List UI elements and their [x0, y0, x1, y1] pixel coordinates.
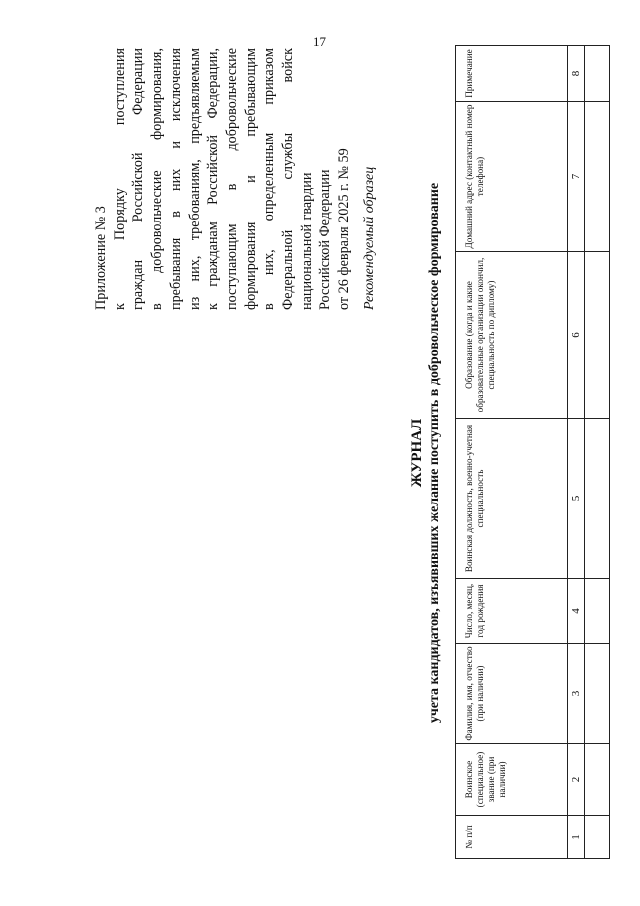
journal-table — [455, 45, 610, 859]
table-number-row — [568, 46, 585, 859]
number-cell: 6 — [568, 252, 585, 419]
appendix-line: поступающим в добровольческие — [223, 48, 240, 310]
title-subtitle: учета кандидатов, изъявивших желание поступить в добровольческое формирование — [427, 182, 442, 724]
appendix-line: Федеральной службы войск — [280, 48, 297, 310]
appendix-line: от 26 февраля 2025 г. № 59 — [336, 148, 353, 310]
appendix-line: формирования и пребывающим — [242, 48, 259, 310]
appendix-line: пребывания в них и исключения — [167, 48, 184, 310]
page-number: 17 — [313, 34, 326, 49]
empty-cell — [585, 816, 610, 859]
appendix-line: Российской Федерации — [317, 169, 334, 310]
header-cell: Воинская должность, военно-учетная специальность — [456, 419, 568, 579]
empty-cell — [585, 252, 610, 419]
title-journal: ЖУРНАЛ — [409, 418, 425, 488]
number-cell: 2 — [568, 744, 585, 816]
appendix-line: Приложение № 3 — [93, 206, 109, 310]
empty-cell — [585, 644, 610, 744]
recommended-sample-label: Рекомендуемый образец — [362, 166, 377, 310]
header-cell: Домашний адрес (контактный номер телефона) — [456, 102, 568, 252]
header-cell: Число, месяц, год рождения — [456, 579, 568, 644]
header-cell: № п/п — [456, 816, 568, 859]
empty-cell — [585, 419, 610, 579]
appendix-line: в них, определенным приказом — [261, 48, 278, 310]
appendix-line: к Порядку поступления — [111, 48, 128, 310]
number-cell: 8 — [568, 46, 585, 102]
table-empty-row — [585, 46, 610, 859]
number-cell: 5 — [568, 419, 585, 579]
number-cell: 7 — [568, 102, 585, 252]
table-header-row — [456, 46, 568, 859]
journal-title — [408, 0, 444, 906]
empty-cell — [585, 744, 610, 816]
appendix-line: национальной гвардии — [298, 172, 315, 310]
header-cell: Примечание — [456, 46, 568, 102]
appendix-block — [92, 48, 354, 310]
header-cell: Образование (когда и какие образовательные организации окончил, специальность по диплому) — [456, 252, 568, 419]
number-cell: 4 — [568, 579, 585, 644]
appendix-line: в добровольческие формирования, — [149, 48, 166, 310]
empty-cell — [585, 102, 610, 252]
header-cell: Фамилия, имя, отчество (при наличии) — [456, 644, 568, 744]
appendix-line: из них, требованиям, предъявляемым — [186, 48, 203, 310]
appendix-line: граждан Российской Федерации — [130, 48, 147, 310]
appendix-line: к гражданам Российской Федерации, — [205, 48, 222, 310]
number-cell: 1 — [568, 816, 585, 859]
empty-cell — [585, 46, 610, 102]
empty-cell — [585, 579, 610, 644]
header-cell: Воинское (специальное) звание (при наличии) — [456, 744, 568, 816]
number-cell: 3 — [568, 644, 585, 744]
